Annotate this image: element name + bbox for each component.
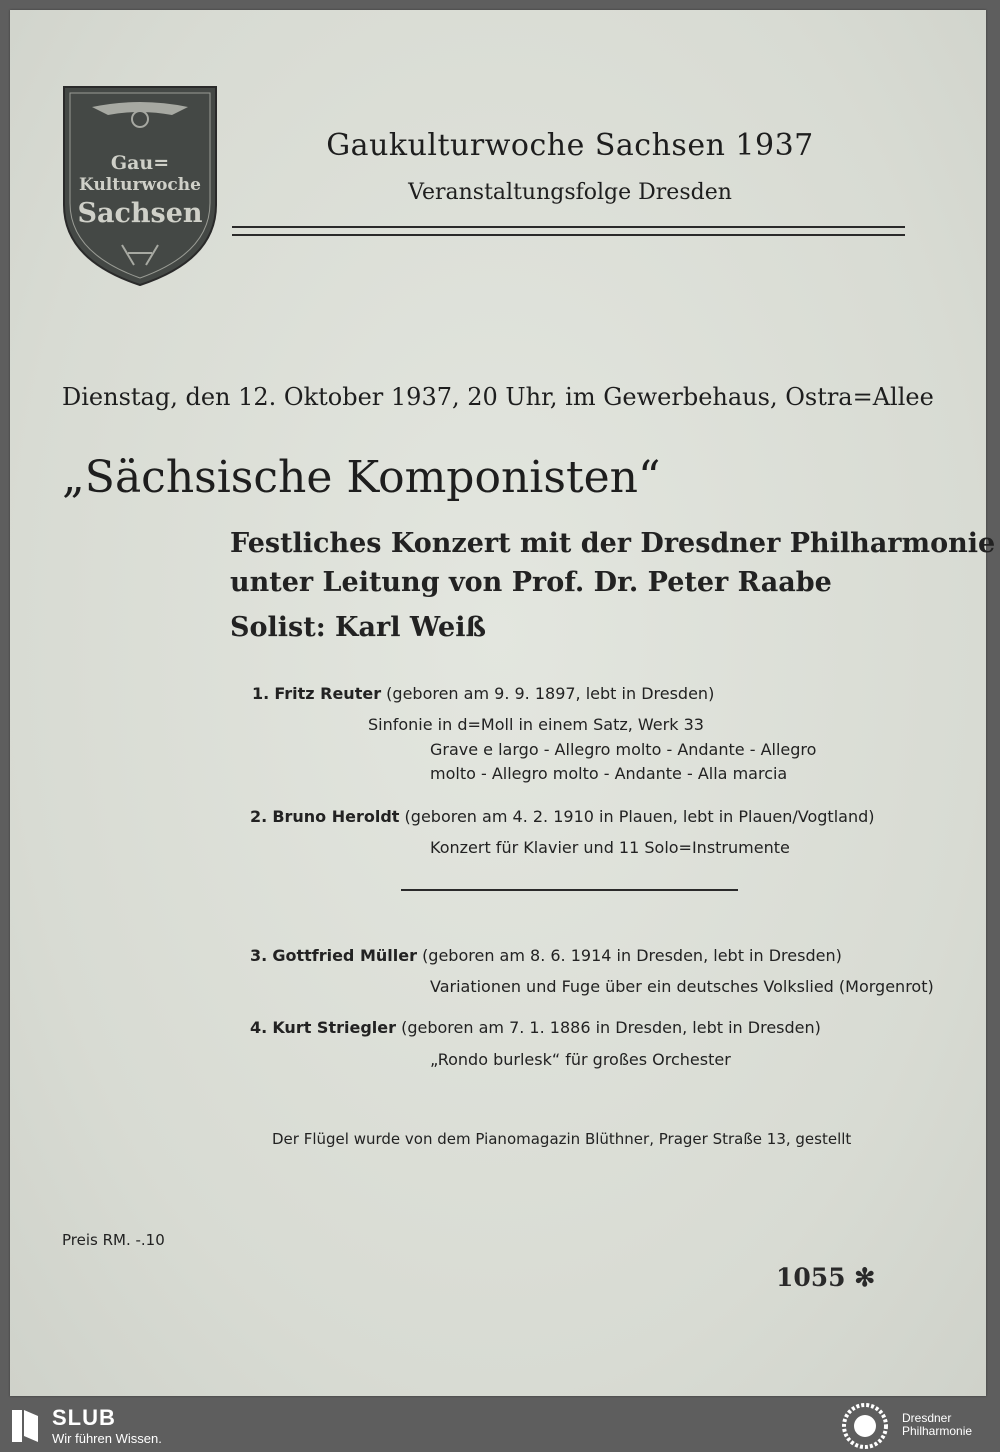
program-movements: molto - Allegro molto - Andante - Alla marcia [430, 764, 788, 783]
crest-line-3: Sachsen [77, 198, 203, 229]
program-movements: Grave e largo - Allegro molto - Andante - Allegro [430, 740, 817, 759]
program-work: „Rondo burlesk“ für großes Orchester [430, 1050, 731, 1069]
composer-name: Kurt Striegler [272, 1018, 397, 1037]
crest-line-2: Kulturwoche [79, 175, 201, 195]
program-num: 3. [250, 946, 268, 965]
soloist-line: Solist: Karl Weiß [230, 612, 486, 643]
concert-description: Festliches Konzert mit der Dresdner Philharmonie [230, 528, 996, 559]
philharmonie-name[interactable] [902, 1412, 998, 1438]
page-subtitle: Veranstaltungsfolge Dresden [408, 180, 732, 205]
program-item-4 [250, 1018, 821, 1037]
document-number: 1055 ✻ [776, 1263, 876, 1292]
price-label: Preis RM. -.10 [62, 1231, 165, 1249]
composer-info: (geboren am 9. 9. 1897, lebt in Dresden) [386, 684, 715, 703]
program-work: Variationen und Fuge über ein deutsches Volkslied (Morgenrot) [430, 977, 934, 996]
crest-line-1: Gau= [110, 152, 170, 174]
program-work: Konzert für Klavier und 11 Solo=Instrumente [430, 838, 790, 857]
program-work: Sinfonie in d=Moll in einem Satz, Werk 33 [368, 715, 704, 734]
program-item-1 [252, 684, 714, 703]
concert-title: „Sächsische Komponisten“ [62, 452, 661, 503]
composer-info: (geboren am 8. 6. 1914 in Dresden, lebt in Dresden) [422, 946, 842, 965]
composer-info: (geboren am 7. 1. 1886 in Dresden, lebt in Dresden) [401, 1018, 821, 1037]
piano-credit: Der Flügel wurde von dem Pianomagazin Blüthner, Prager Straße 13, gestellt [272, 1130, 852, 1148]
program-divider [401, 889, 738, 891]
slub-tagline: Wir führen Wissen. [52, 1431, 162, 1446]
event-dateline: Dienstag, den 12. Oktober 1937, 20 Uhr, im Gewerbehaus, Ostra=Allee [62, 383, 934, 411]
program-item-2 [250, 807, 874, 826]
page-title: Gaukulturwoche Sachsen 1937 [326, 128, 814, 163]
program-num: 2. [250, 807, 268, 826]
program-num: 4. [250, 1018, 268, 1037]
program-num: 1. [252, 684, 270, 703]
composer-name: Gottfried Müller [272, 946, 417, 965]
slub-name[interactable]: SLUB [52, 1405, 116, 1430]
composer-info: (geboren am 4. 2. 1910 in Plauen, lebt in Plauen/Vogtland) [404, 807, 875, 826]
philharmonie-name-line2: Philharmonie [902, 1424, 973, 1438]
composer-name: Fritz Reuter [274, 684, 382, 703]
philharmonie-logo-icon[interactable] [840, 1401, 890, 1451]
header-divider [232, 226, 905, 236]
composer-name: Bruno Heroldt [272, 807, 400, 826]
slub-logo-icon[interactable] [10, 1406, 40, 1446]
program-item-3 [250, 946, 842, 965]
philharmonie-name-line1: Dresdner [902, 1411, 952, 1425]
conductor-line: unter Leitung von Prof. Dr. Peter Raabe [230, 567, 832, 598]
